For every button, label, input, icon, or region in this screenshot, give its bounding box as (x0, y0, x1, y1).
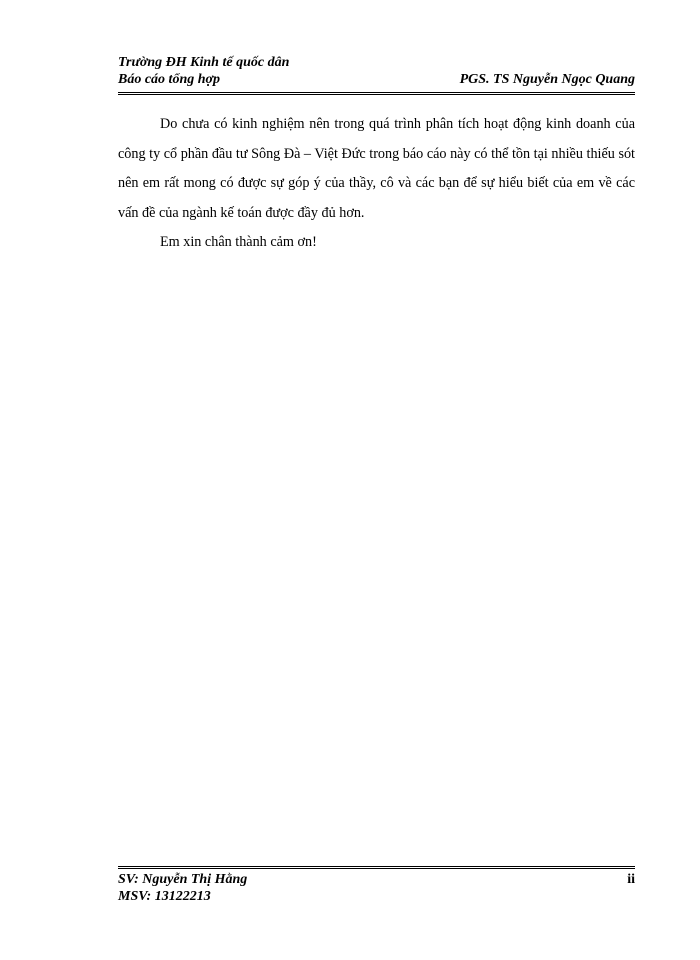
page-header (118, 54, 635, 94)
student-name: SV: Nguyễn Thị Hằng (118, 872, 248, 887)
footer-rule (118, 866, 635, 869)
footer-first-row (118, 871, 635, 888)
header-rule (118, 92, 635, 95)
body-paragraph-2: Em xin chân thành cảm ơn! (160, 234, 317, 250)
page-number: ii (627, 872, 635, 887)
header-second-row (118, 71, 635, 88)
report-type: Báo cáo tổng hợp (118, 72, 221, 87)
document-body (118, 110, 635, 258)
student-id: MSV: 13122213 (118, 889, 211, 904)
body-paragraph-1: Do chưa có kinh nghiệm nên trong quá trình phân tích hoạt động kinh doanh của công ty cổ phần đầu tư Sông Đà – Việt Đức trong báo cáo này có thể tồn tại nhiều thiếu sót nên em rất mong có được sự góp ý của thầy, cô và các bạn để sự hiểu biết của em về các vấn đề của ngành kế toán được đầy đủ hơn. (118, 116, 635, 221)
school-name: Trường ĐH Kinh tế quốc dân (118, 55, 290, 70)
advisor-name: PGS. TS Nguyễn Ngọc Quang (459, 72, 635, 87)
page-footer (118, 871, 635, 905)
